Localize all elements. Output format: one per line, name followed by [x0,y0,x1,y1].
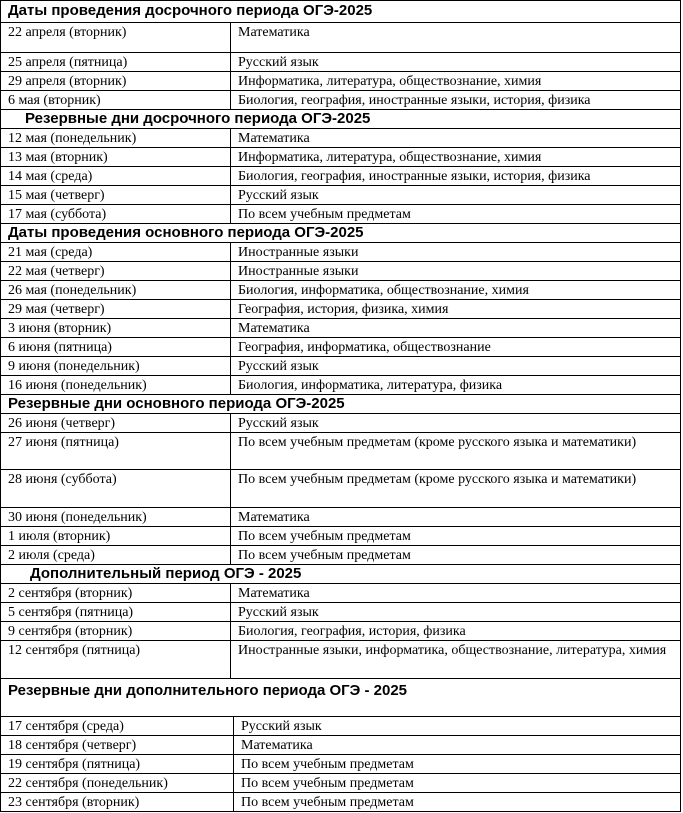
exam-date: 9 июня (понедельник) [8,359,140,374]
exam-date: 17 сентября (среда) [8,719,124,734]
exam-subjects: По всем учебным предметам [230,205,680,223]
schedule-row [1,641,680,679]
schedule-row [1,433,680,470]
exam-subjects: Биология, география, история, физика [230,622,680,640]
exam-subjects: Информатика, литература, обществознание, химия [230,148,680,166]
exam-date: 22 апреля (вторник) [8,25,127,40]
exam-subjects: Математика [230,319,680,337]
exam-date: 29 апреля (вторник) [8,74,127,89]
exam-date: 1 июля (вторник) [8,529,111,544]
exam-subjects: Математика [230,584,680,602]
schedule-row [1,793,680,812]
exam-date: 22 сентября (понедельник) [8,776,168,791]
section-title: Дополнительный период ОГЭ - 2025 [30,565,302,582]
exam-date: 30 июня (понедельник) [8,510,147,525]
exam-subjects: По всем учебным предметам (кроме русского языка и математики) [230,470,680,507]
exam-date: 29 мая (четверг) [8,302,105,317]
schedule-row [1,262,680,281]
exam-subjects: Иностранные языки [230,262,680,280]
exam-date: 9 сентября (вторник) [8,624,133,639]
exam-subjects: Биология, информатика, обществознание, химия [230,281,680,299]
schedule-row [1,774,680,793]
exam-date: 18 сентября (четверг) [8,738,137,753]
schedule-row [1,72,680,91]
exam-subjects: География, информатика, обществознание [230,338,680,356]
exam-subjects: Математика [230,508,680,526]
exam-date: 16 июня (понедельник) [8,378,147,393]
schedule-row [1,470,680,508]
schedule-row [1,319,680,338]
exam-subjects: По всем учебным предметам [233,793,680,811]
schedule-row [1,243,680,262]
schedule-row [1,603,680,622]
exam-date: 14 мая (среда) [8,169,93,184]
schedule-row [1,91,680,110]
exam-subjects: Биология, география, иностранные языки, история, физика [230,91,680,109]
section-title: Резервные дни досрочного периода ОГЭ-2025 [25,110,371,127]
schedule-row [1,148,680,167]
exam-subjects: Иностранные языки, информатика, обществознание, литература, химия [230,641,680,678]
exam-date: 22 мая (четверг) [8,264,105,279]
section-header-early-reserve [1,110,680,129]
exam-subjects: По всем учебным предметам [230,527,680,545]
exam-date: 23 сентября (вторник) [8,795,140,810]
exam-date: 12 мая (понедельник) [8,131,137,146]
schedule-row [1,53,680,72]
exam-date: 3 июня (вторник) [8,321,112,336]
exam-subjects: Биология, информатика, литература, физика [230,376,680,394]
exam-date: 28 июня (суббота) [8,472,117,487]
exam-date: 6 мая (вторник) [8,93,101,108]
exam-subjects: Русский язык [230,414,680,432]
exam-subjects: Математика [230,23,680,52]
section-header-main-reserve [1,395,680,414]
exam-subjects: По всем учебным предметам [233,774,680,792]
exam-subjects: География, история, физика, химия [230,300,680,318]
schedule-row [1,281,680,300]
section-header-additional-reserve [1,679,680,717]
schedule-row [1,414,680,433]
exam-subjects: По всем учебным предметам [230,546,680,564]
schedule-row [1,736,680,755]
schedule-row [1,167,680,186]
exam-date: 27 июня (пятница) [8,435,119,450]
exam-subjects: Русский язык [230,357,680,375]
exam-subjects: Русский язык [230,603,680,621]
exam-subjects: Русский язык [230,186,680,204]
schedule-row [1,300,680,319]
section-header-additional-period [1,565,680,584]
exam-date: 2 сентября (вторник) [8,586,133,601]
exam-date: 5 сентября (пятница) [8,605,134,620]
schedule-row [1,755,680,774]
schedule-row [1,508,680,527]
exam-subjects: Математика [230,129,680,147]
schedule-row [1,376,680,395]
schedule-row [1,584,680,603]
section-header-early-period [1,0,680,23]
exam-subjects: Информатика, литература, обществознание, химия [230,72,680,90]
section-header-main-period [1,224,680,243]
section-title: Резервные дни дополнительного периода ОГЭ - 2025 [8,682,408,699]
exam-subjects: Русский язык [230,53,680,71]
section-title: Даты проведения досрочного периода ОГЭ-2025 [8,2,373,19]
exam-date: 19 сентября (пятница) [8,757,141,772]
schedule-row [1,622,680,641]
exam-subjects: По всем учебным предметам (кроме русского языка и математики) [230,433,680,469]
exam-date: 12 сентября (пятница) [8,643,141,658]
exam-subjects: Математика [233,736,680,754]
exam-date: 21 мая (среда) [8,245,93,260]
exam-subjects: По всем учебным предметам [233,755,680,773]
schedule-row [1,186,680,205]
schedule-row [1,527,680,546]
schedule-row [1,205,680,224]
schedule-row [1,129,680,148]
exam-date: 17 мая (суббота) [8,207,107,222]
schedule-row [1,546,680,565]
section-title: Резервные дни основного периода ОГЭ-2025 [8,395,345,412]
exam-subjects: Иностранные языки [230,243,680,261]
exam-date: 6 июня (пятница) [8,340,112,355]
exam-date: 26 мая (понедельник) [8,283,137,298]
schedule-row [1,23,680,53]
exam-subjects: Русский язык [233,717,680,735]
exam-date: 26 июня (четверг) [8,416,116,431]
schedule-row [1,338,680,357]
exam-date: 2 июля (среда) [8,548,95,563]
section-title: Даты проведения основного периода ОГЭ-2025 [8,224,364,241]
exam-date: 15 мая (четверг) [8,188,105,203]
schedule-row [1,357,680,376]
schedule-row [1,717,680,736]
exam-date: 25 апреля (пятница) [8,55,128,70]
exam-date: 13 мая (вторник) [8,150,108,165]
exam-subjects: Биология, география, иностранные языки, история, физика [230,167,680,185]
